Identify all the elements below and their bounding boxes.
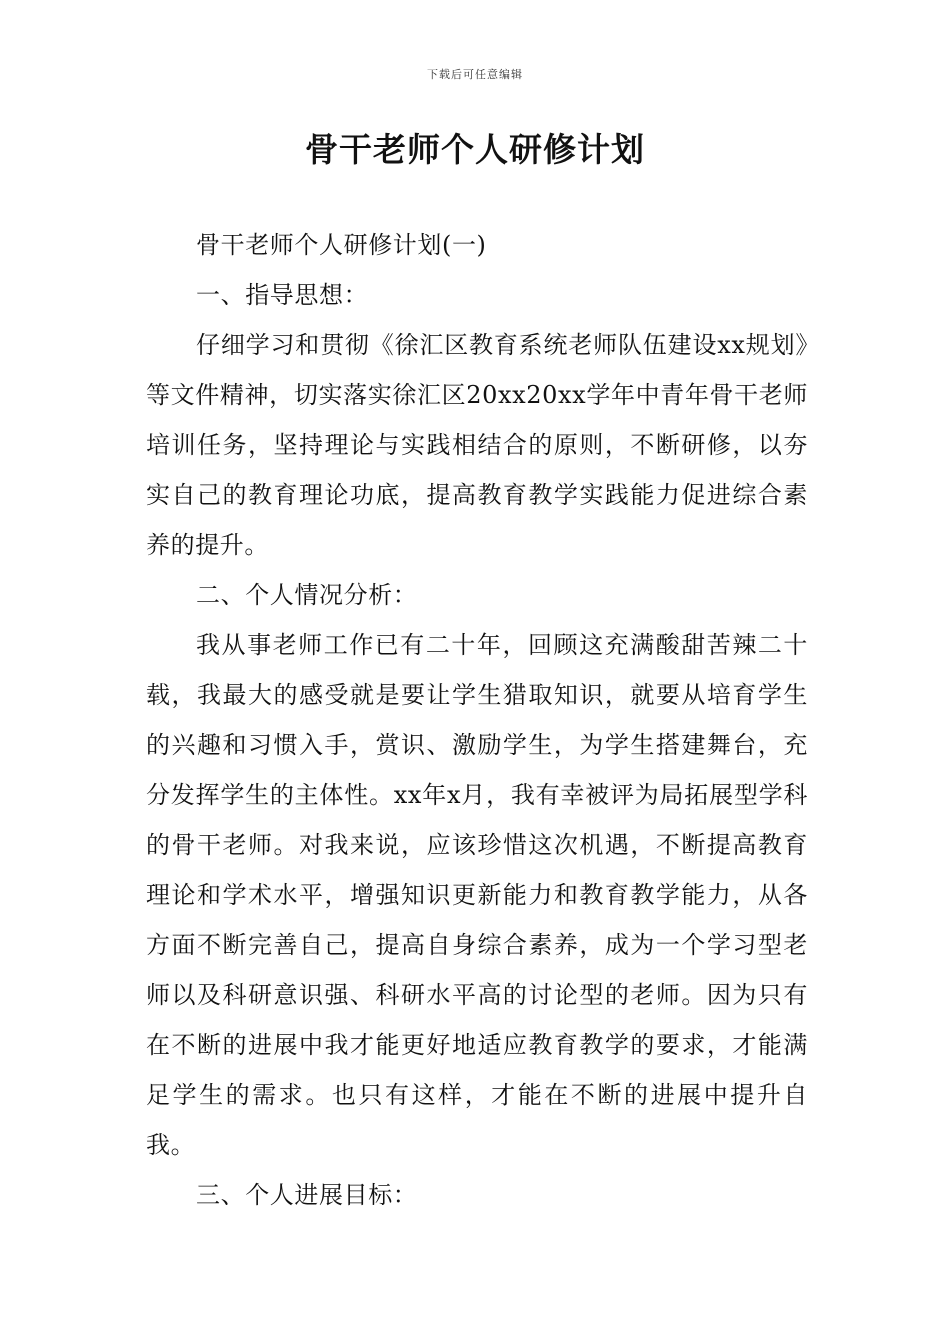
document-title: 骨干老师个人研修计划 bbox=[305, 130, 645, 169]
personal-analysis-paragraph: 我从事老师工作已有二十年，回顾这充满酸甜苦辣二十载，我最大的感受就是要让学生猎取知识，就要从培育学生的兴趣和习惯入手，赏识、激励学生，为学生搭建舞台，充分发挥学生的主体性。xx年x月，我有幸被评为局拓展型学科的骨干老师。对我来说，应该珍惜这次机遇，不断提高教育理论和学术水平，增强知识更新能力和教育教学能力，从各方面不断完善自己，提高自身综合素养，成为一个学习型老师以及科研意识强、科研水平高的讨论型的老师。因为只有在不断的进展中我才能更好地适应教育教学的要求，才能满足学生的需求。也只有这样，才能在不断的进展中提升自我。 bbox=[146, 631, 808, 1159]
section-heading-guiding-ideology: 一、指导思想： bbox=[196, 281, 369, 309]
guiding-ideology-paragraph: 仔细学习和贯彻《徐汇区教育系统老师队伍建设xx规划》等文件精神，切实落实徐汇区20xx20xx学年中青年骨干老师培训任务，坚持理论与实践相结合的原则，不断研修，以夯实自己的教育理论功底，提高教育教学实践能力促进综合素养的提升。 bbox=[146, 331, 808, 559]
section-heading-personal-analysis: 二、个人情况分析： bbox=[196, 581, 418, 609]
section-heading-development-goals: 三、个人进展目标： bbox=[196, 1181, 418, 1209]
header-note: 下载后可任意编辑 bbox=[427, 68, 523, 81]
document-body bbox=[146, 220, 808, 1220]
subtitle-paragraph: 骨干老师个人研修计划(一) bbox=[196, 231, 487, 259]
